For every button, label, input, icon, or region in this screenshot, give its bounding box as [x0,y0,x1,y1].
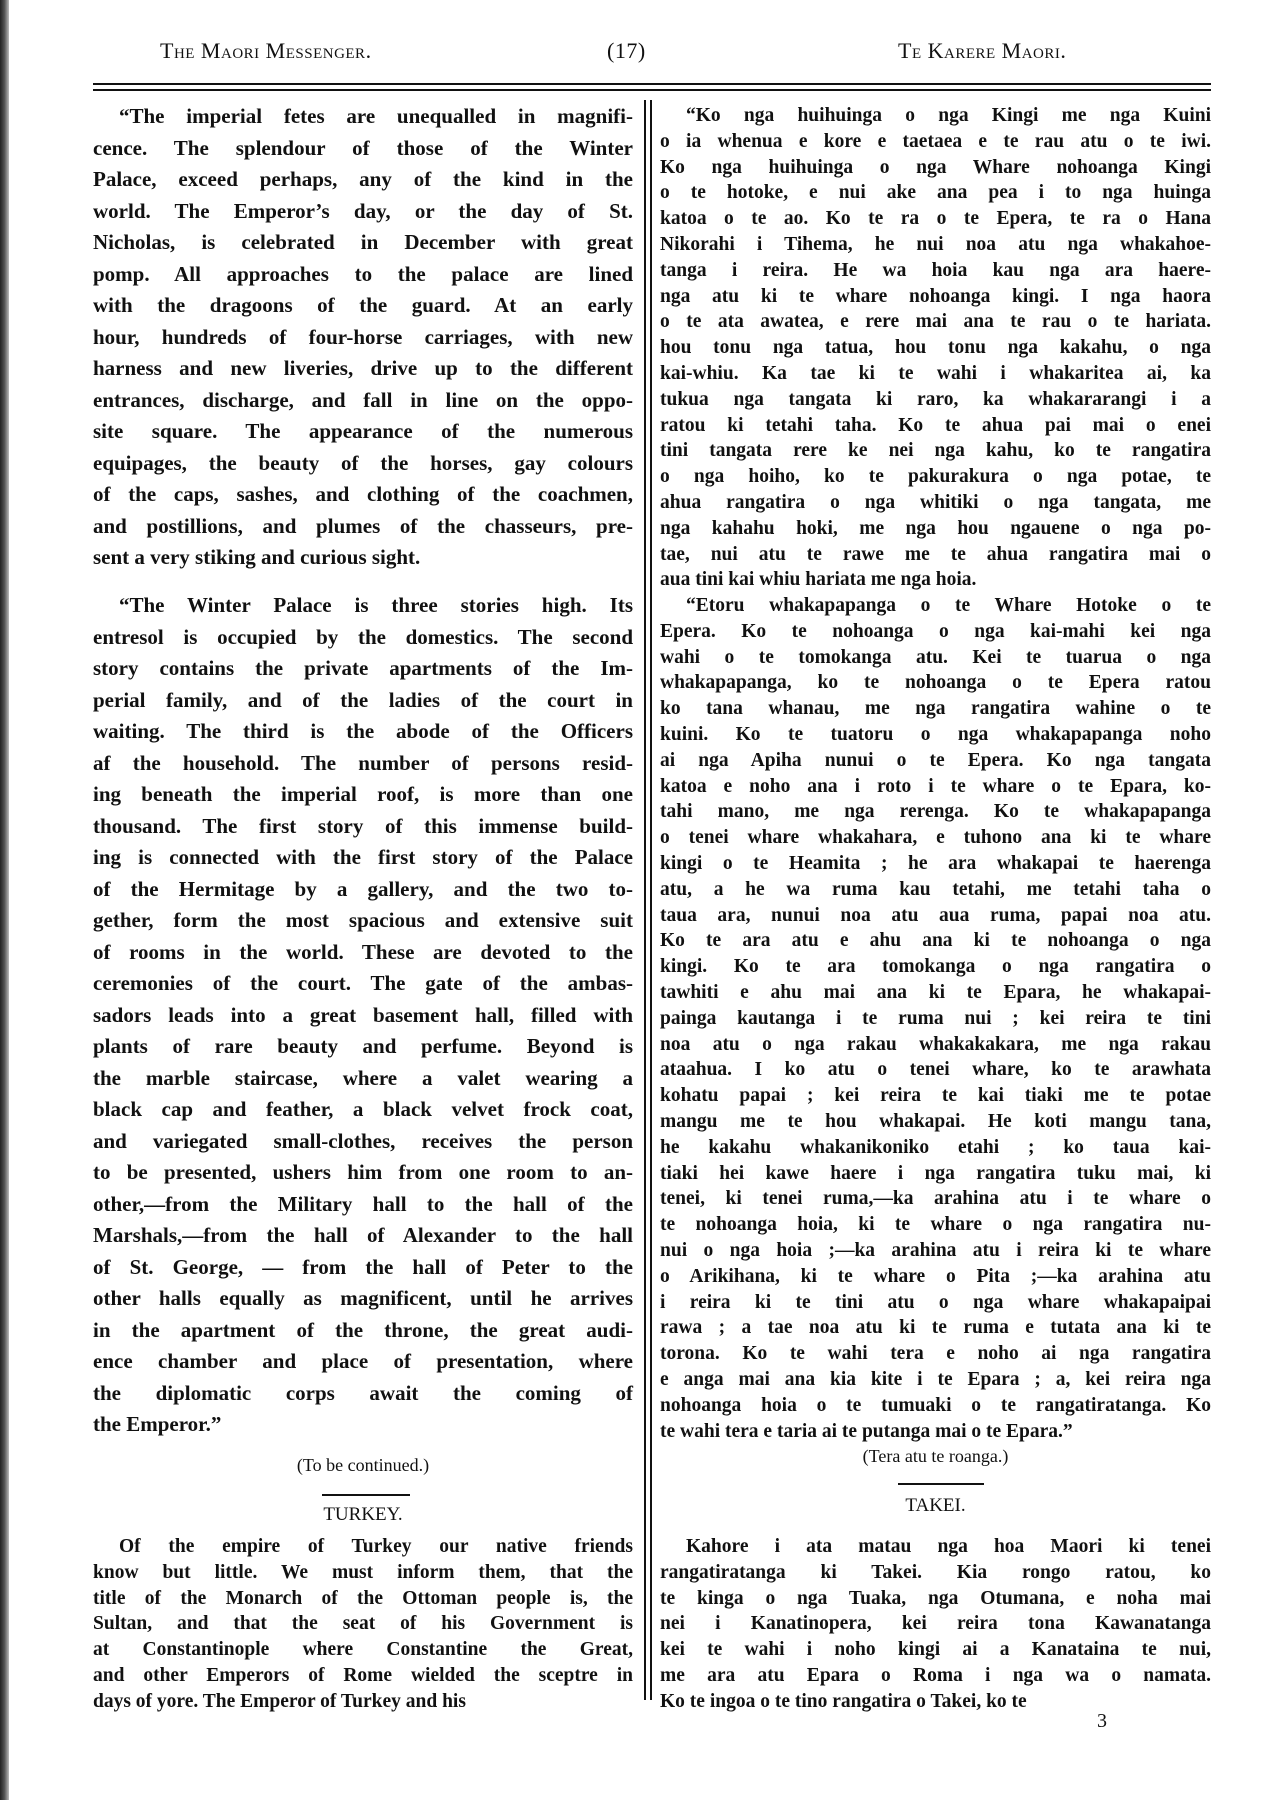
text-line: Nicholas, is celebrated in December with great [93,230,633,254]
text-line: rawa ; a tae noa atu ki te ruma e tutata ana ki te [660,1317,1211,1339]
text-line: ing is connected with the first story of the Palace [93,845,633,869]
text-line: tanga i reira. He wa hoia kau nga ara haere- [660,259,1211,281]
text-line: whakapapanga, ko te nohoanga o te Epera ratou [660,672,1211,694]
text-line: Kahore i ata matau nga hoa Maori ki tenei [686,1536,1211,1557]
text-line: gether, form the most spacious and extensive suit [93,908,633,932]
text-line: world. The Emperor’s day, or the day of St. [93,198,633,223]
text-line: “The imperial fetes are unequalled in magnifi- [119,104,633,128]
masthead-maori-title: Te Karere Maori. [898,38,1067,63]
text-line: o te hotoke, e nui ake ana pea i to nga huinga [660,182,1211,204]
text-line: plants of rare beauty and perfume. Beyond is [93,1034,633,1058]
text-line: o Arikihana, ki te whare o Pita ;—ka arahina atu [660,1265,1211,1287]
text-line: ing beneath the imperial roof, is more than one [93,782,633,806]
text-line: nei i Kanatinopera, kei reira tona Kawanatanga [660,1613,1211,1635]
text-line: entresol is occupied by the domestics. The second [93,624,633,649]
text-line: af the household. The number of persons resid- [93,750,633,775]
section-rule [898,1483,984,1485]
text-line: nga kahahu hoki, me nga hou ngauene o nga po- [660,517,1211,539]
text-line: at Constantinople where Constantine the Great, [93,1639,633,1661]
text-line: ai nga Apiha nunui o te Epera. Ko nga tangata [660,749,1211,771]
text-line: cence. The splendour of those of the Winter [93,135,633,160]
text-line: pomp. All approaches to the palace are lined [93,261,633,286]
text-line: ratou ki tetahi taha. Ko te ahua pai mai o enei [660,414,1211,436]
text-line: know but little. We must inform them, that the [93,1561,633,1583]
takei-paragraph [660,1534,1211,1715]
text-line: ataahua. I ko atu o tenei whare, ko te arawhata [660,1059,1211,1081]
text-line: tini tangata rere ke nei nga kahu, ko te rangatira [660,440,1211,462]
text-line: other,—from the Military hall to the hall of the [93,1191,633,1216]
text-line: kingi. Ko te ara tomokanga o nga rangatira o [660,956,1211,978]
text-line: te nohoanga hoia, ki te whare o nga rangatira nu- [660,1214,1211,1236]
text-line: e anga mai ana kia kite i te Epara ; a, kei reira nga [660,1368,1211,1390]
text-line: harness and new liveries, drive up to the different [93,356,633,380]
text-line: ceremonies of the court. The gate of the ambas- [93,971,633,995]
text-line: and variegated small-clothes, receives the person [93,1128,633,1153]
page-number: (17) [607,38,646,63]
text-line: i reira ki te tini atu o nga whare whakapaipai [660,1291,1211,1313]
text-line: Ko te ingoa o te tino rangatira o Takei, ko te [660,1690,1027,1712]
text-line: tawhiti e ahu mai ana ki te Epara, he whakapai- [660,981,1211,1003]
text-line: Epera. Ko te nohoanga o nga kai-mahi kei nga [660,620,1211,642]
maori-paragraph-2 [660,593,1211,1444]
text-line: kai-whiu. Ka tae ki te wahi i whakaritea ai, ka [660,362,1211,384]
column-divider [650,100,652,1700]
text-line: Marshals,—from the hall of Alexander to the hall [93,1223,633,1247]
text-line: tukua nga tangata ki raro, ka whakararangi i a [660,388,1211,410]
text-line: o nga hoiho, ko te pakurakura o nga potae, te [660,466,1211,488]
to-be-continued-note-maori: (Tera atu te roanga.) [862,1446,1009,1466]
text-line: ahua rangatira o nga whitiki o nga tangata, me [660,491,1211,513]
maori-paragraph-1 [660,103,1211,593]
text-line: kingi o te Heamita ; he ara whakapai te haerenga [660,852,1211,874]
text-line: equipages, the beauty of the horses, gay colours [93,450,633,475]
text-line: the marble staircase, where a valet wearing a [93,1065,633,1090]
text-line: sadors leads into a great basement hall, filled with [93,1002,633,1027]
scan-border [0,0,9,1800]
text-line: tae, nui atu te rawe me te ahua rangatira mai o [660,543,1211,565]
header-rule [93,83,1211,85]
text-line: of the caps, sashes, and clothing of the coachmen, [93,482,633,506]
text-line: ko tana whanau, me nga rangatira wahine o te [660,698,1211,720]
text-line: kohatu papai ; kei reira te kai tiaki me te potae [660,1085,1211,1107]
text-line: to be presented, ushers him from one room to an- [93,1160,633,1184]
text-line: o te ata awatea, e rere mai ana te rau o te hariata. [660,311,1211,333]
text-line: torona. Ko te wahi tera e noho ai nga rangatira [660,1343,1211,1365]
signature-mark: 3 [1097,1710,1107,1732]
text-line: nohoanga hoia o te tumuaki o te rangatiratanga. Ko [660,1394,1211,1416]
text-line: “Ko nga huihuinga o nga Kingi me nga Kuini [686,105,1211,126]
text-line: Sultan, and that the seat of his Government is [93,1613,633,1635]
text-line: katoa e noho ana i roto i te whare o te Epara, ko- [660,775,1211,797]
masthead-english-title: The Maori Messenger. [160,38,372,63]
text-line: perial family, and of the ladies of the court in [93,687,633,712]
text-line: painga kautanga i te ruma nui ; kei reira te tini [660,1007,1211,1029]
text-line: Nikorahi i Tihema, he nui noa atu nga whakahoe- [660,233,1211,255]
header-rule [93,89,1211,91]
text-line: te kinga o nga Tuaka, nga Otumana, e noha mai [660,1587,1211,1609]
text-line: Palace, exceed perhaps, any of the kind in the [93,167,633,191]
text-line: Of the empire of Turkey our native friends [119,1536,633,1557]
text-line: atu, a he wa ruma kau tetahi, me tetahi taha o [660,878,1211,900]
text-line: story contains the private apartments of the Im- [93,656,633,680]
column-divider [644,100,646,1700]
text-line: waiting. The third is the abode of the Officers [93,719,633,743]
text-line: title of the Monarch of the Ottoman people is, the [93,1587,633,1609]
text-line: hour, hundreds of four-horse carriages, with new [93,324,633,349]
text-line: kei te wahi i noho kingi ai a Kanataina te nui, [660,1639,1211,1661]
text-line: of rooms in the world. These are devoted to the [93,939,633,964]
text-line: me ara atu Epara o Roma i nga wa o namata. [660,1664,1211,1686]
text-line: tenei, ki tenei ruma,—ka arahina atu i te whare o [660,1188,1211,1210]
text-line: the diplomatic corps await the coming of [93,1380,633,1405]
text-line: black cap and feather, a black velvet frock coat, [93,1097,633,1121]
text-line: entrances, discharge, and fall in line on the oppo- [93,387,633,412]
text-line: days of yore. The Emperor of Turkey and his [93,1690,466,1712]
text-line: the Emperor.” [93,1412,222,1436]
text-line: of St. George, — from the hall of Peter to the [93,1254,633,1279]
text-line: and postillions, and plumes of the chasseurs, pre- [93,513,633,538]
text-line: katoa o te ao. Ko te ra o te Epera, te ra o Hana [660,208,1211,230]
text-line: and other Emperors of Rome wielded the sceptre in [93,1664,633,1686]
text-line: of the Hermitage by a gallery, and the two to- [93,876,633,901]
text-line: site square. The appearance of the numerous [93,419,633,443]
text-line: other halls equally as magnificent, until he arrives [93,1286,633,1310]
turkey-paragraph [93,1534,633,1715]
text-line: with the dragoons of the guard. At an early [93,293,633,317]
text-line: aua tini kai whiu hariata me nga hoia. [660,569,977,591]
section-rule [322,1494,410,1496]
text-line: nui o nga hoia ;—ka arahina atu i reira ki te whare [660,1239,1211,1261]
text-line: tahi mano, me nga rerenga. Ko te whakapapanga [660,801,1211,823]
text-line: thousand. The first story of this immense build- [93,813,633,838]
text-line: “The Winter Palace is three stories high. Its [119,593,633,617]
text-line: wahi o te tomokanga atu. Kei te tuarua o nga [660,646,1211,668]
text-line: Ko te ara atu e ahu ana ki te nohoanga o nga [660,930,1211,952]
section-heading-takei: TAKEI. [905,1495,966,1516]
text-line: rangatiratanga ki Takei. Kia rongo ratou, ko [660,1561,1211,1583]
text-line: sent a very stiking and curious sight. [93,545,421,569]
text-line: he kakahu whakanikoniko etahi ; ko taua kai- [660,1136,1211,1158]
text-line: taua ara, nunui noa atu aua ruma, papai noa atu. [660,904,1211,926]
text-line: te wahi tera e taria ai te putanga mai o te Epara.” [660,1420,1073,1442]
text-line: in the apartment of the throne, the great audi- [93,1317,633,1342]
text-line: o tenei whare whakahara, e tuhono ana ki te whare [660,827,1211,849]
text-line: ence chamber and place of presentation, where [93,1349,633,1373]
english-paragraph-2 [93,590,633,1441]
text-line: noa atu o nga rakau whakakakara, me nga rakau [660,1033,1211,1055]
text-line: o ia whenua e kore e taetaea e te rau atu o te iwi. [660,130,1211,152]
text-line: tiaki hei kawe haere i nga rangatira tuku mai, ki [660,1162,1211,1184]
text-line: hou tonu nga tatua, hou tonu nga kakahu, o nga [660,337,1211,359]
section-heading-turkey: TURKEY. [323,1504,403,1525]
to-be-continued-note: (To be continued.) [296,1455,430,1475]
text-line: nga atu ki te whare nohoanga kingi. I nga haora [660,285,1211,307]
text-line: “Etoru whakapapanga o te Whare Hotoke o te [686,595,1211,616]
text-line: kuini. Ko te tuatoru o nga whakapapanga noho [660,723,1211,745]
text-line: mangu me te hou whakapai. He koti mangu tana, [660,1110,1211,1132]
text-line: Ko nga huihuinga o nga Whare nohoanga Kingi [660,156,1211,178]
english-paragraph-1 [93,101,633,574]
